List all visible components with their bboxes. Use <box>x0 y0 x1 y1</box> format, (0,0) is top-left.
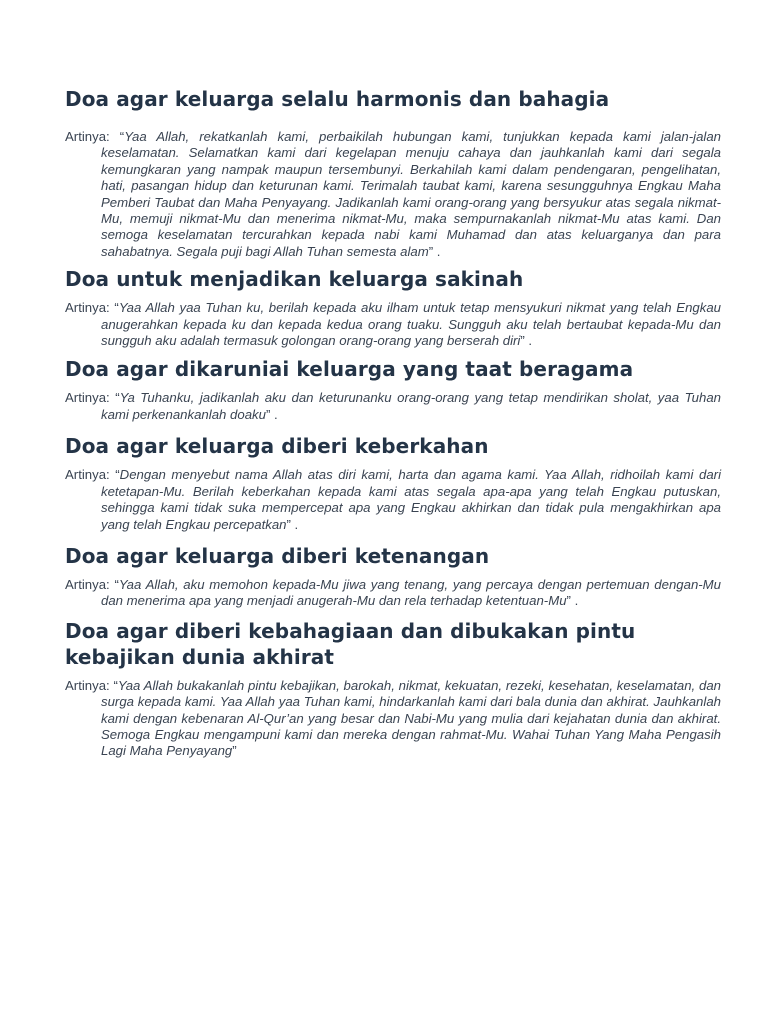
section-translation <box>65 129 721 260</box>
artinya-label: Artinya: <box>65 677 110 693</box>
close-quote: ” . <box>428 243 441 259</box>
close-quote: ” . <box>520 333 533 349</box>
section-translation <box>65 678 721 760</box>
section-title: Doa agar dikaruniai keluarga yang taat beragama <box>65 357 634 382</box>
artinya-label: Artinya: <box>65 390 110 406</box>
translation-text: Ya Tuhanku, jadikanlah aku dan keturunanku orang-orang yang tetap mendirikan sholat, yaa Tuhan kami perkenankanlah doaku <box>101 390 721 422</box>
section-translation <box>65 300 721 349</box>
close-quote: ” . <box>286 516 299 532</box>
artinya-label: Artinya: <box>65 129 110 144</box>
document-page <box>65 86 721 760</box>
close-quote: ” . <box>566 593 579 609</box>
section-translation <box>65 577 721 610</box>
open-quote: “ <box>119 129 125 144</box>
section-kebahagiaan <box>65 618 721 760</box>
open-quote: “ <box>115 467 120 483</box>
artinya-label: Artinya: <box>65 300 110 316</box>
section-keberkahan <box>65 433 721 533</box>
section-title: Doa agar keluarga diberi ketenangan <box>65 543 490 568</box>
section-translation <box>65 390 721 423</box>
translation-text: Yaa Allah yaa Tuhan ku, berilah kepada aku ilham untuk tetap mensyukuri nikmat yang telah Engkau anugerahkan kepada ku dan kepada kedua orang tuaku. Sungguh aku telah bertaubat kepada-Mu dan sungguh aku adalah termasuk golongan orang-orang yang berserah diri <box>101 300 721 349</box>
section-title: Doa agar diberi kebahagiaan dan dibukakan pintu kebajikan dunia akhirat <box>65 618 636 669</box>
section-title: Doa agar keluarga diberi keberkahan <box>65 434 489 459</box>
open-quote: “ <box>114 300 119 316</box>
translation-text: Yaa Allah, aku memohon kepada-Mu jiwa yang tenang, yang percaya dengan pertemuan dengan-Mu dan menerima apa yang menjadi anugerah-Mu dan rela terhadap ketentuan-Mu <box>101 576 721 609</box>
artinya-label: Artinya: <box>65 576 110 592</box>
translation-text: Dengan menyebut nama Allah atas diri kami, harta dan agama kami. Yaa Allah, ridhoilah kami dari ketetapan-Mu. Berilah keberkahan kepada kami atas segala apa-apa yang telah Engkau putuskan, sehingga kami tidak suka mempercepat apa yang Engkau akhirkan dan tidak pula mengakhirkan apa yang telah Engkau percepatkan <box>101 467 721 532</box>
open-quote: “ <box>115 390 120 406</box>
section-sakinah <box>65 266 721 349</box>
translation-text: Yaa Allah, rekatkanlah kami, perbaikilah hubungan kami, tunjukkan kepada kami jalan-jalan keselamatan. Selamatkan kami dari kegelapan menuju cahaya dan jauhkanlah kami dari segala kemungkaran yang nampak maupun tersembunyi. Berkahilah kami dalam pendengaran, pengelihatan, hati, pasangan hidup dan keturunan kami. Terimalah taubat kami, karena sesungguhnya Engkau Maha Pemberi Taubat dan Maha Penyayang. Jadikanlah kami orang-orang yang bersyukur atas segala nikmat-Mu, memuji nikmat-Mu dan menerima nikmat-Mu, maka sempurnakanlah nikmat-Mu atas kami. Dan semoga keselamatan tercurahkan kepada nabi kami Muhamad dan atas keluarganya dan para sahabatnya. Segala puji bagi Allah Tuhan semesta alam <box>101 129 721 259</box>
translation-text: Yaa Allah bukakanlah pintu kebajikan, barokah, nikmat, kekuatan, rezeki, kesehatan, keselamatan, dan surga kepada kami. Yaa Allah yaa Tuhan kami, hindarkanlah kami dari bala dunia dan akhirat. Jauhkanlah kami dengan kebenaran Al-Qur’an yang besar dan Nabi-Mu yang mulia dari kejahatan dunia dan akhirat. Semoga Engkau mengampuni kami dan mereka dengan rahmat-Mu. Wahai Tuhan Yang Maha Pengasih Lagi Maha Penyayang <box>101 677 721 759</box>
section-ketenangan <box>65 543 721 610</box>
section-translation <box>65 467 721 533</box>
close-quote: ” . <box>265 406 278 422</box>
close-quote: ” <box>232 743 237 759</box>
artinya-label: Artinya: <box>65 467 110 483</box>
section-title: Doa untuk menjadikan keluarga sakinah <box>65 267 524 292</box>
section-taat-beragama <box>65 356 721 423</box>
section-harmonis <box>65 86 721 260</box>
open-quote: “ <box>113 677 118 693</box>
open-quote: “ <box>114 576 119 592</box>
section-title: Doa agar keluarga selalu harmonis dan bahagia <box>65 87 610 111</box>
